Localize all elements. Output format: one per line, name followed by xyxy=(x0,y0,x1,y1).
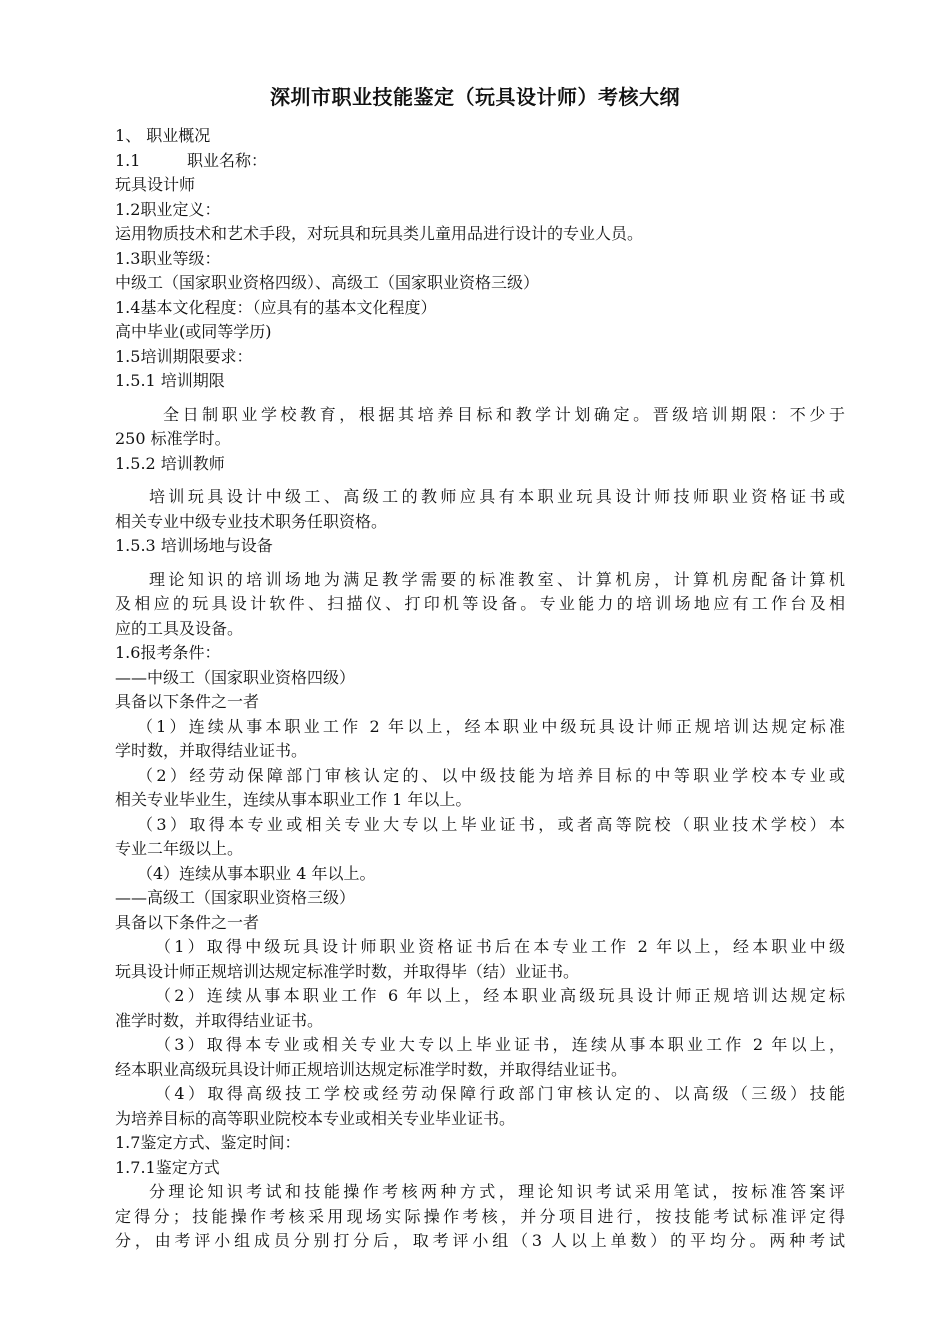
text-line: 1.5.3 培训场地与设备 xyxy=(115,536,273,555)
text-line: 1.5培训期限要求： xyxy=(115,346,253,366)
text-line: 具备以下条件之一者 xyxy=(115,912,260,932)
text-line: 1.7鉴定方式、鉴定时间： xyxy=(115,1133,301,1152)
paragraph-line: 分理论知识考试和技能操作考核两种方式，理论知识考试采用笔试，按标准答案评 xyxy=(149,1182,845,1201)
condition-line: 玩具设计师正规培训达规定标准学时数，并取得毕（结）业证书。 xyxy=(115,961,580,981)
text-line xyxy=(115,149,845,174)
condition-line: 准学时数，并取得结业证书。 xyxy=(115,1010,324,1030)
condition-line: （2）连续从事本职业工作 6 年以上，经本职业高级玩具设计师正规培训达规定标 xyxy=(155,986,845,1005)
condition-line: （3）取得本专业或相关专业大专以上毕业证书，连续从事本职业工作 2 年以上， xyxy=(155,1035,845,1054)
document-body xyxy=(115,124,845,1254)
text-line: 高中毕业(或同等学历) xyxy=(115,322,272,341)
condition-line: （4）取得高级技工学校或经劳动保障行政部门审核认定的、以高级（三级）技能 xyxy=(155,1084,845,1103)
section-heading: 1、 职业概况 xyxy=(115,126,211,145)
text-line: ——高级工（国家职业资格三级） xyxy=(115,888,356,907)
paragraph-line: 理论知识的培训场地为满足教学需要的标准教室、计算机房，计算机房配备计算机 xyxy=(149,569,845,589)
text-line: 运用物质技术和艺术手段，对玩具和玩具类儿童用品进行设计的专业人员。 xyxy=(115,224,644,243)
condition-line: （2）经劳动保障部门审核认定的、以中级技能为培养目标的中等职业学校本专业或 xyxy=(137,765,845,785)
paragraph-line: 及相应的玩具设计软件、扫描仪、打印机等设备。专业能力的培训场地应有工作台及相 xyxy=(115,594,845,613)
document-title: 深圳市职业技能鉴定（玩具设计师）考核大纲 xyxy=(270,85,680,109)
condition-line: 相关专业毕业生，连续从事本职业工作 1 年以上。 xyxy=(115,790,472,809)
text-line: 具备以下条件之一者 xyxy=(115,692,260,711)
paragraph-line: 分，由考评小组成员分别打分后，取考评小组（3 人以上单数）的平均分。两种考试 xyxy=(115,1231,845,1250)
text-line: 1.3职业等级： xyxy=(115,248,221,268)
paragraph-line: 相关专业中级专业技术职务任职资格。 xyxy=(115,511,388,531)
paragraph-line: 250 标准学时。 xyxy=(115,429,231,448)
condition-line: （4）连续从事本职业 4 年以上。 xyxy=(137,863,376,883)
condition-line: （1）连续从事本职业工作 2 年以上，经本职业中级玩具设计师正规培训达规定标准 xyxy=(137,716,845,736)
condition-line: 学时数，并取得结业证书。 xyxy=(115,741,308,760)
condition-line: （1）取得中级玩具设计师职业资格证书后在本专业工作 2 年以上，经本职业中级 xyxy=(155,937,845,956)
paragraph-line: 培训玩具设计中级工、高级工的教师应具有本职业玩具设计师技师职业资格证书或 xyxy=(149,487,845,506)
text-line: 玩具设计师 xyxy=(115,175,196,194)
text-line: 1.4基本文化程度：（应具有的基本文化程度） xyxy=(115,297,437,317)
paragraph-line: 应的工具及设备。 xyxy=(115,618,244,638)
clause-label: 职业名称： xyxy=(187,150,268,170)
text-line: 1.5.2 培训教师 xyxy=(115,453,225,473)
text-line: 中级工（国家职业资格四级）、高级工（国家职业资格三级） xyxy=(115,273,540,292)
condition-line: 专业二年级以上。 xyxy=(115,839,244,858)
text-line: 1.7.1鉴定方式 xyxy=(115,1157,220,1177)
text-line: 1.2职业定义： xyxy=(115,199,221,219)
clause-number: 1.1 xyxy=(115,150,141,170)
condition-line: 为培养目标的高等职业院校本专业或相关专业毕业证书。 xyxy=(115,1108,516,1128)
condition-line: 经本职业高级玩具设计师正规培训达规定标准学时数，并取得结业证书。 xyxy=(115,1059,628,1079)
paragraph-line: 定得分；技能操作考核采用现场实际操作考核，并分项目进行，按技能考试标准评定得 xyxy=(115,1206,845,1226)
text-line: 1.6报考条件： xyxy=(115,643,221,662)
text-line: 1.5.1 培训期限 xyxy=(115,371,225,390)
condition-line: （3）取得本专业或相关专业大专以上毕业证书，或者高等院校（职业技术学校）本 xyxy=(137,814,845,834)
text-line: ——中级工（国家职业资格四级） xyxy=(115,667,356,687)
paragraph-line: 全日制职业学校教育，根据其培养目标和教学计划确定。晋级培训期限：不少于 xyxy=(163,404,845,424)
